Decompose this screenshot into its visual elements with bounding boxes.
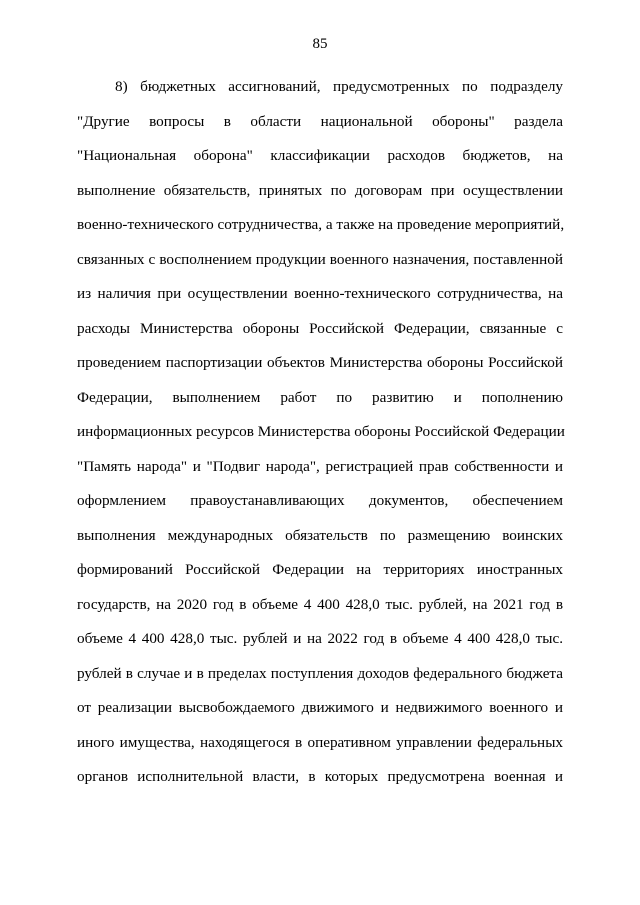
text-line: проведением паспортизации объектов Министерства обороны Российской (77, 354, 563, 371)
text-line: оформлением правоустанавливающих документов, обеспечением (77, 492, 563, 509)
text-line: органов исполнительной власти, в которых предусмотрена военная и (77, 768, 563, 785)
text-line: 8) бюджетных ассигнований, предусмотренных по подразделу (115, 78, 563, 95)
text-line: государств, на 2020 год в объеме 4 400 428,0 тыс. рублей, на 2021 год в (77, 595, 563, 613)
text-line: выполнение обязательств, принятых по договорам при осуществлении (77, 181, 563, 199)
text-line: из наличия при осуществлении военно-технического сотрудничества, на (77, 285, 563, 302)
body-paragraph (77, 74, 563, 799)
text-line: "Память народа" и "Подвиг народа", регистрацией прав собственности и (77, 457, 563, 475)
text-line: военно-технического сотрудничества, а также на проведение мероприятий, (77, 216, 565, 233)
text-line: рублей в случае и в пределах поступления доходов федерального бюджета (77, 664, 563, 682)
text-line: "Другие вопросы в области национальной обороны" раздела (77, 112, 563, 130)
text-line: от реализации высвобождаемого движимого и недвижимого военного и (77, 699, 563, 716)
text-line: расходы Министерства обороны Российской Федерации, связанные с (77, 319, 563, 337)
text-line: Федерации, выполнением работ по развитию и пополнению (77, 388, 563, 406)
page-number: 85 (312, 36, 328, 52)
text-line: иного имущества, находящегося в оперативном управлении федеральных (77, 733, 563, 751)
text-line: объеме 4 400 428,0 тыс. рублей и на 2022 год в объеме 4 400 428,0 тыс. (77, 630, 563, 647)
text-line: выполнения международных обязательств по размещению воинских (77, 526, 563, 544)
text-line: информационных ресурсов Министерства обороны Российской Федерации (77, 423, 565, 440)
text-line: связанных с восполнением продукции военного назначения, поставленной (77, 250, 563, 268)
text-line: "Национальная оборона" классификации расходов бюджетов, на (77, 147, 563, 164)
text-line: формирований Российской Федерации на территориях иностранных (77, 561, 563, 578)
